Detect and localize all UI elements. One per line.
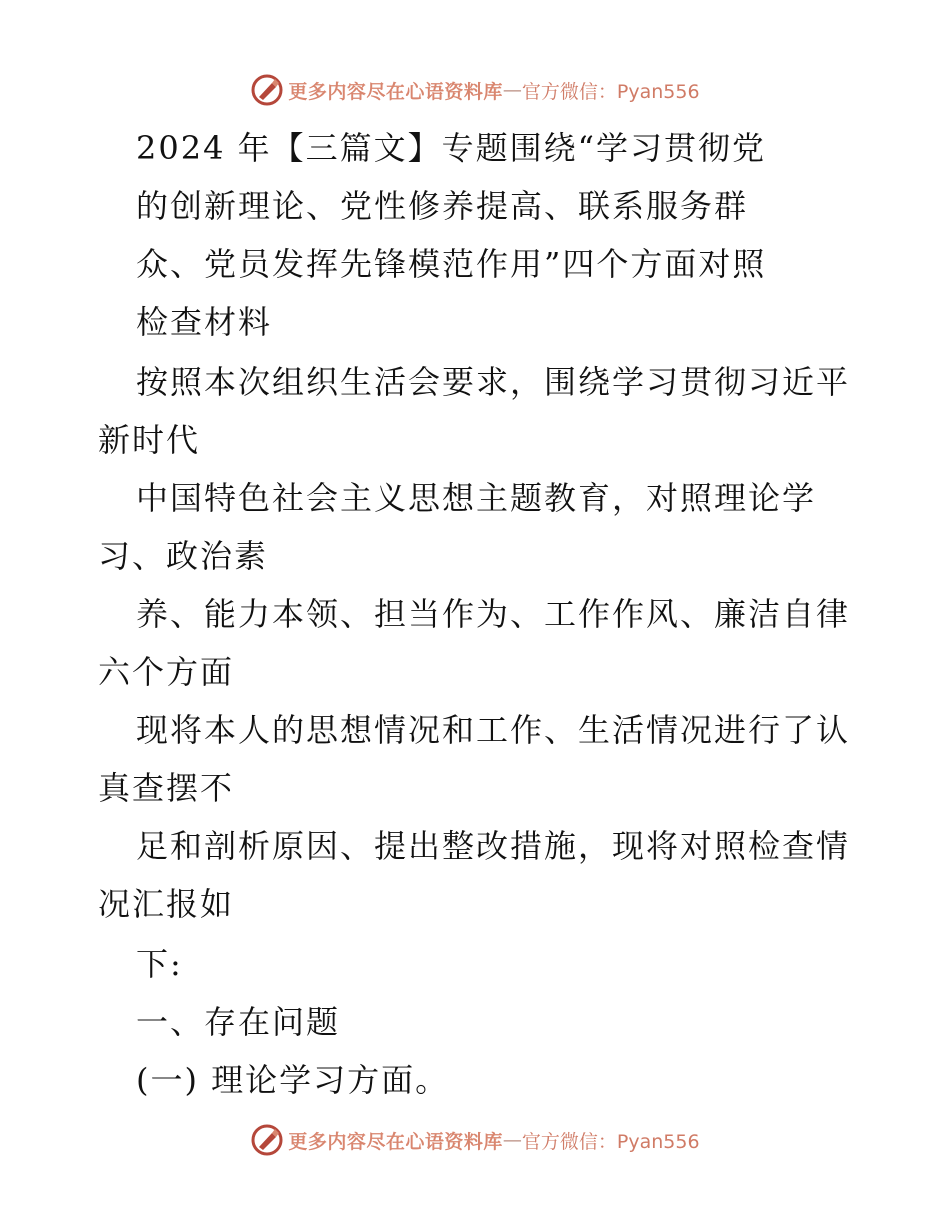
watermark-banner-top xyxy=(0,70,950,110)
watermark-separator: — xyxy=(502,79,522,101)
watermark-site-text: 更多内容尽在心语资料库 xyxy=(288,1130,503,1153)
body-line: 况汇报如 xyxy=(98,885,235,923)
title-line: 的创新理论、党性修养提高、联系服务群 xyxy=(136,187,749,225)
body-line: 养、能力本领、担当作为、工作作风、廉洁自律 xyxy=(136,595,851,633)
subsection-heading: (一) 理论学习方面。 xyxy=(136,1061,450,1099)
body-line: 六个方面 xyxy=(98,653,235,691)
title-line: 众、党员发挥先锋模范作用”四个方面对照 xyxy=(136,245,767,283)
section-heading: 一、存在问题 xyxy=(136,1003,341,1041)
pen-logo-icon xyxy=(250,1123,284,1157)
watermark-banner-bottom xyxy=(0,1120,950,1160)
body-line: 习、政治素 xyxy=(98,537,269,575)
body-line: 中国特色社会主义思想主题教育，对照理论学 xyxy=(136,479,817,517)
body-line: 真查摆不 xyxy=(98,769,235,807)
title-line: 2024 年【三篇文】专题围绕“学习贯彻党 xyxy=(136,129,766,167)
watermark-wechat-text: 官方微信：Pyan556 xyxy=(521,80,700,103)
body-line: 下: xyxy=(136,945,183,983)
title-line: 检查材料 xyxy=(136,303,273,341)
body-line: 现将本人的思想情况和工作、生活情况进行了认 xyxy=(136,711,851,749)
pen-logo-icon xyxy=(250,73,284,107)
watermark-separator: — xyxy=(502,1129,522,1151)
body-line: 足和剖析原因、提出整改措施，现将对照检查情 xyxy=(136,827,851,865)
body-line: 新时代 xyxy=(98,421,201,459)
watermark-site-text: 更多内容尽在心语资料库 xyxy=(288,80,503,103)
body-line: 按照本次组织生活会要求，围绕学习贯彻习近平 xyxy=(136,363,851,401)
watermark-wechat-text: 官方微信：Pyan556 xyxy=(521,1130,700,1153)
